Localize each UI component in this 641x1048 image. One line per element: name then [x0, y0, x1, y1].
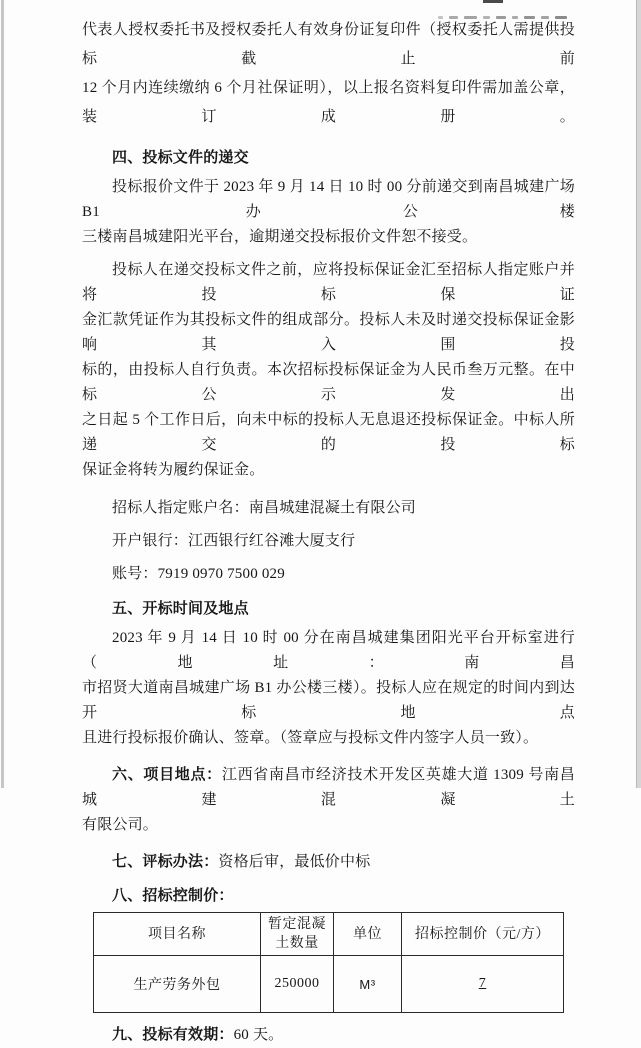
- section5-heading: 五、开标时间及地点: [112, 601, 249, 617]
- scan-edge-left: [1, 0, 4, 788]
- section7-label: 七、评标办法：: [112, 854, 219, 870]
- header-unit: 单位: [334, 913, 402, 956]
- paragraph-line: 2023 年 9 月 14 日 10 时 00 分在南昌城建集团阳光平台开标室进行（地址：南昌: [82, 630, 575, 671]
- paragraph-line: 标的，由投标人自行负责。本次招标投标保证金为人民币叁万元整。在中标公示发出: [82, 362, 575, 403]
- section9-text: 60 天。: [233, 1027, 284, 1043]
- header-control-price: 招标控制价（元/方）: [402, 913, 564, 956]
- cell-project-name: 生产劳务外包: [94, 956, 261, 1013]
- cell-control-price: 7: [402, 956, 564, 1013]
- paragraph-line: 投标报价文件于 2023 年 9 月 14 日 10 时 00 分前递交到南昌城建广场 B1 办公楼: [82, 179, 575, 220]
- section6-label: 六、项目地点：: [112, 767, 222, 783]
- table-row: [94, 956, 564, 1013]
- paragraph-line: 代表人授权委托书及授权委托人有效身份证复印件（授权委托人需提供投标截止前: [82, 22, 575, 67]
- paragraph-line: 保证金将转为履约保证金。: [82, 462, 265, 478]
- section9-label: 九、投标有效期：: [112, 1027, 234, 1043]
- section4-paragraph2: [82, 258, 575, 483]
- section6-text: 江西省南昌市经济技术开发区英雄大道 1309 号南昌城建混凝土: [82, 767, 575, 808]
- paragraph-line: 金汇款凭证作为其投标文件的组成部分。投标人未及时递交投标保证金影响其入围投: [82, 312, 575, 353]
- account-name-line: 招标人指定账户名：南昌城建混凝土有限公司: [112, 500, 417, 516]
- cell-quantity: 250000: [261, 956, 334, 1013]
- section8-heading: 八、招标控制价：: [112, 888, 234, 904]
- section4-heading: 四、投标文件的递交: [112, 150, 249, 166]
- cell-unit: M³: [334, 956, 402, 1013]
- paragraph-line: 市招贤大道南昌城建广场 B1 办公楼三楼）。投标人应在规定的时间内到达开标地点: [82, 680, 575, 721]
- paragraph-line: 投标人在递交投标文件之前，应将投标保证金汇至招标人指定账户并将投标保证: [82, 262, 575, 303]
- header-project-name: 项目名称: [94, 913, 261, 956]
- paragraph-line: 有限公司。: [82, 817, 159, 833]
- scan-edge-right: [636, 0, 641, 788]
- paragraph-line: 12 个月内连续缴纳 6 个月社保证明），以上报名资料复印件需加盖公章，装订成册。: [82, 80, 575, 125]
- section9-line: [82, 1023, 575, 1048]
- section5-paragraph: [82, 626, 575, 751]
- header-quantity: 暂定混凝土数量: [261, 913, 334, 956]
- section7-text: 资格后审，最低价中标: [218, 854, 371, 870]
- section4-paragraph1: [82, 175, 575, 250]
- account-number-line: 账号：7919 0970 7500 029: [112, 566, 285, 582]
- paragraph-line: [82, 763, 575, 813]
- continuation-paragraph: [82, 16, 575, 132]
- scan-artifact-dashes: [438, 16, 588, 20]
- paragraph-line: 且进行投标报价确认、签章。（签章应与投标文件内签字人员一致）。: [82, 730, 539, 746]
- section6-paragraph: [82, 763, 575, 838]
- scan-artifact-blob: [483, 0, 503, 3]
- paragraph-line: 之日起 5 个工作日后，向未中标的投标人无息退还投标保证金。中标人所递交的投标: [82, 412, 575, 453]
- section7-line: [82, 850, 575, 875]
- price-table-header-row: [94, 913, 564, 956]
- price-table: [93, 912, 564, 1013]
- bank-line: 开户银行：江西银行红谷滩大厦支行: [112, 533, 356, 549]
- paragraph-line: 三楼南昌城建阳光平台，逾期递交投标报价文件恕不接受。: [82, 229, 478, 245]
